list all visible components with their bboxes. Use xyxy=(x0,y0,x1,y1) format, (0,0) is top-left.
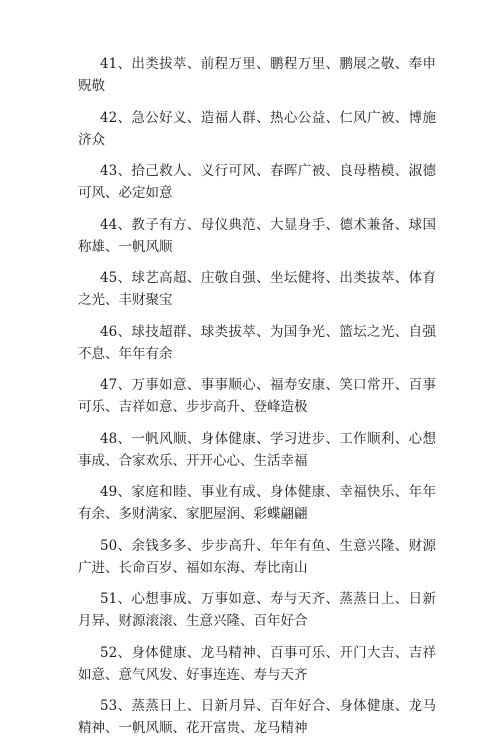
list-item: 50、余钱多多、步步高升、年年有鱼、生意兴隆、财源广进、长命百岁、福如东海、寿比南山 xyxy=(78,537,436,576)
list-item: 42、急公好义、造福人群、热心公益、仁风广被、博施济众 xyxy=(78,109,436,148)
list-item: 46、球技超群、球类拔萃、为国争光、篮坛之光、自强不息、年年有余 xyxy=(78,323,436,362)
list-item: 43、拾己救人、义行可风、春晖广被、良母楷模、淑德可风、必定如意 xyxy=(78,163,436,201)
list-item: 44、教子有方、母仪典范、大显身手、德术兼备、球国称雄、一帆风顺 xyxy=(78,216,436,255)
list-item: 53、蒸蒸日上、日新月异、百年好合、身体健康、龙马精神、一帆风顺、花开富贵、龙马精神 xyxy=(78,698,436,736)
list-item: 45、球艺高超、庄敬自强、坐坛健将、出类拔萃、体育之光、丰财聚宝 xyxy=(78,270,436,308)
blessing-list xyxy=(78,53,436,749)
list-item: 41、出类拔萃、前程万里、鹏程万里、鹏展之敬、奉申贶敬 xyxy=(78,56,436,94)
list-item: 47、万事如意、事事顺心、福寿安康、笑口常开、百事可乐、吉祥如意、步步高升、登峰造极 xyxy=(78,377,436,415)
list-item: 49、家庭和睦、事业有成、身体健康、幸福快乐、年年有余、多财满家、家肥屋润、彩蝶翩翩 xyxy=(78,484,436,522)
list-item: 48、一帆风顺、身体健康、学习进步、工作顺利、心想事成、合家欢乐、开开心心、生活幸福 xyxy=(78,430,436,469)
list-item: 52、身体健康、龙马精神、百事可乐、开门大吉、吉祥如意、意气风发、好事连连、寿与天齐 xyxy=(78,644,436,683)
list-item: 51、心想事成、万事如意、寿与天齐、蒸蒸日上、日新月异、财源滚滚、生意兴隆、百年好合 xyxy=(78,591,436,629)
